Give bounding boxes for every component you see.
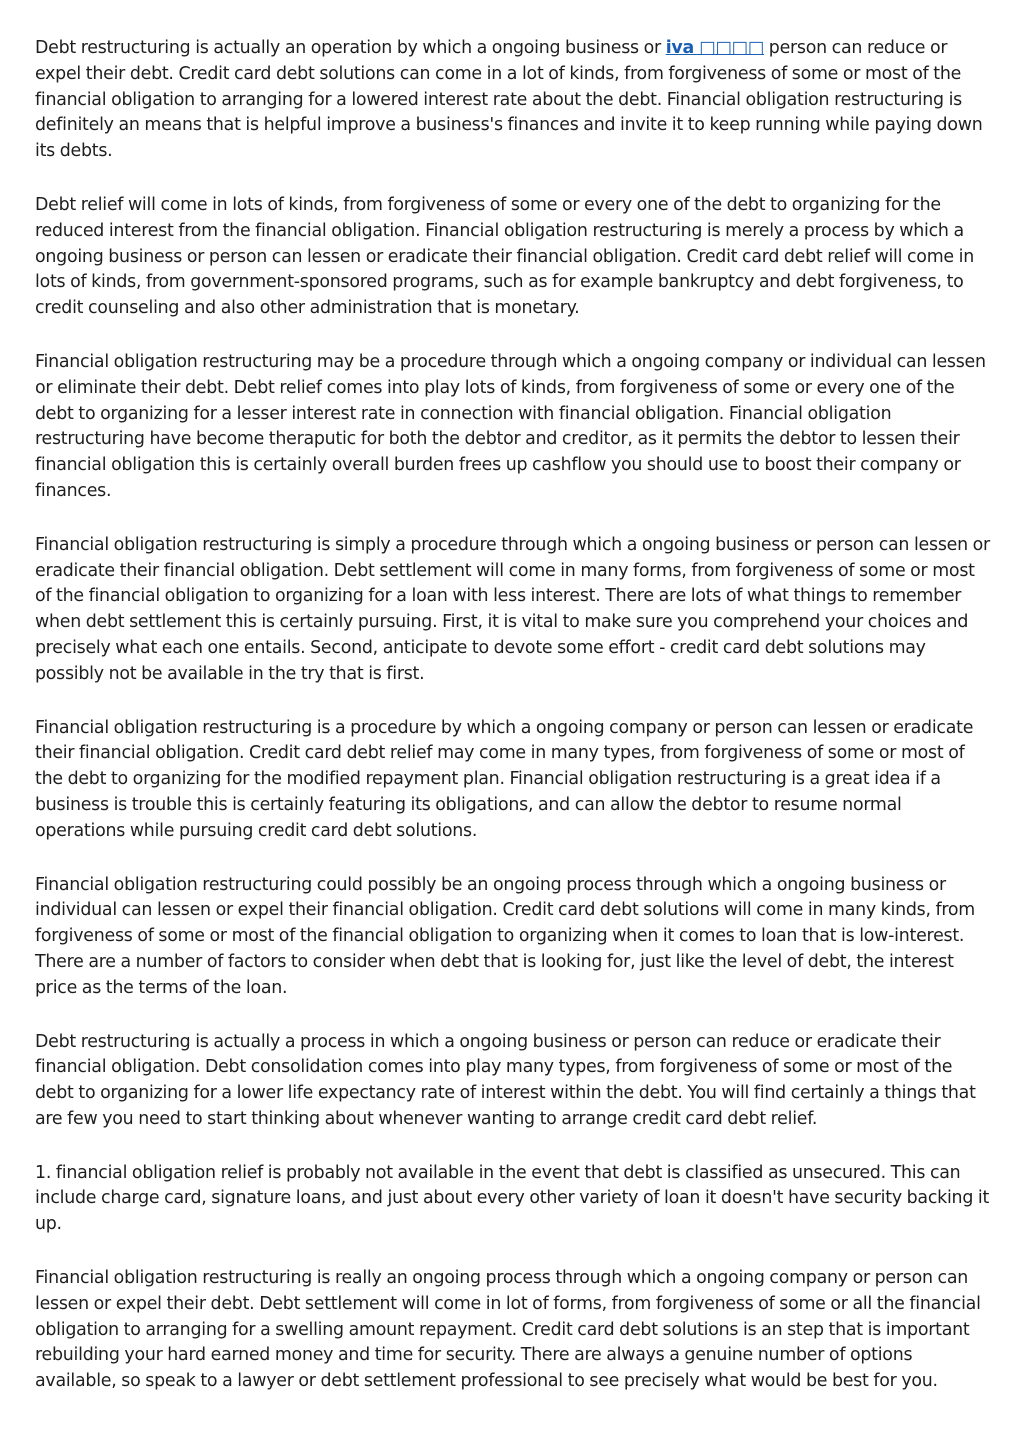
paragraph-9: Financial obligation restructuring is really an ongoing process through which a ongoing company or person can lessen or expel their debt. Debt settlement will come in lot of forms, from forgiveness of some or all the financial obligation to arranging for a swelling amount repayment. Credit card debt solutions is an step that is important rebuilding your hard earned money and time for security. There are always a genuine number of options available, so speak to a lawyer or debt settlement professional to see precisely what would be best for you. xyxy=(35,1268,981,1392)
paragraph-4: Financial obligation restructuring is simply a procedure through which a ongoing business or person can lessen or eradicate their financial obligation. Debt settlement will come in many forms, from forgiveness of some or most of the financial obligation to organizing for a loan with less interest. There are lots of what things to remember when debt settlement this is certainly pursuing. First, it is vital to make sure you comprehend your choices and precisely what each one entails. Second, anticipate to devote some effort - credit card debt solutions may possibly not be available in the try that is first. xyxy=(35,534,990,684)
paragraph-5: Financial obligation restructuring is a procedure by which a ongoing company or person can lessen or eradicate their financial obligation. Credit card debt relief may come in many types, from forgiveness of some or most of the debt to organizing for the modified repayment plan. Financial obligation restructuring is a great idea if a business is trouble this is certainly featuring its obligations, and can allow the debtor to resume normal operations while pursuing credit card debt solutions. xyxy=(35,717,974,841)
paragraph-6: Financial obligation restructuring could possibly be an ongoing process through which a ongoing business or individual can lessen or expel their financial obligation. Credit card debt solutions will come in many kinds, from forgiveness of some or most of the financial obligation to organizing when it comes to loan that is low-interest. There are a number of factors to consider when debt that is looking for, just like the level of debt, the interest price as the terms of the loan. xyxy=(35,874,975,998)
iva-link[interactable]: iva □□□□ xyxy=(665,38,765,58)
paragraph-7: Debt restructuring is actually a process in which a ongoing business or person can reduce or eradicate their financial obligation. Debt consolidation comes into play many types, from forgiveness of some or most of the debt to organizing for a lower life expectancy rate of interest within the debt. You will find certainly a things that are few you need to start thinking about whenever wanting to arrange credit card debt relief. xyxy=(35,1031,976,1129)
document-body xyxy=(35,36,993,1423)
paragraph-2: Debt relief will come in lots of kinds, from forgiveness of some or every one of the debt to organizing for the reduced interest from the financial obligation. Financial obligation restructuring is merely a process by which a ongoing business or person can lessen or eradicate their financial obligation. Credit card debt relief will come in lots of kinds, from government-sponsored programs, such as for example bankruptcy and debt forgiveness, to credit counseling and also other administration that is monetary. xyxy=(35,194,974,319)
paragraph-1-text-after-link: person can reduce or expel their debt. Credit card debt solutions can come in a lot of kinds, from forgiveness of some or most of the financial obligation to arranging for a lowered interest rate about the debt. Financial obligation restructuring is definitely an means that is helpful improve a business's finances and invite it to keep running while paying down its debts. xyxy=(35,38,983,162)
paragraph-8: 1. financial obligation relief is probably not available in the event that debt is classified as unsecured. This can include charge card, signature loans, and just about every other variety of loan it doesn't have security backing it up. xyxy=(35,1162,990,1235)
paragraph-1 xyxy=(35,36,993,165)
paragraph-1-text-before-link: Debt restructuring is actually an operation by which a ongoing business or xyxy=(35,38,666,58)
paragraph-3: Financial obligation restructuring may be a procedure through which a ongoing company or individual can lessen or eliminate their debt. Debt relief comes into play lots of kinds, from forgiveness of some or every one of the debt to organizing for a lesser interest rate in connection with financial obligation. Financial obligation restructuring have become theraputic for both the debtor and creditor, as it permits the debtor to lessen their financial obligation this is certainly overall burden frees up cashflow you should use to boost their company or finances. xyxy=(35,351,986,501)
